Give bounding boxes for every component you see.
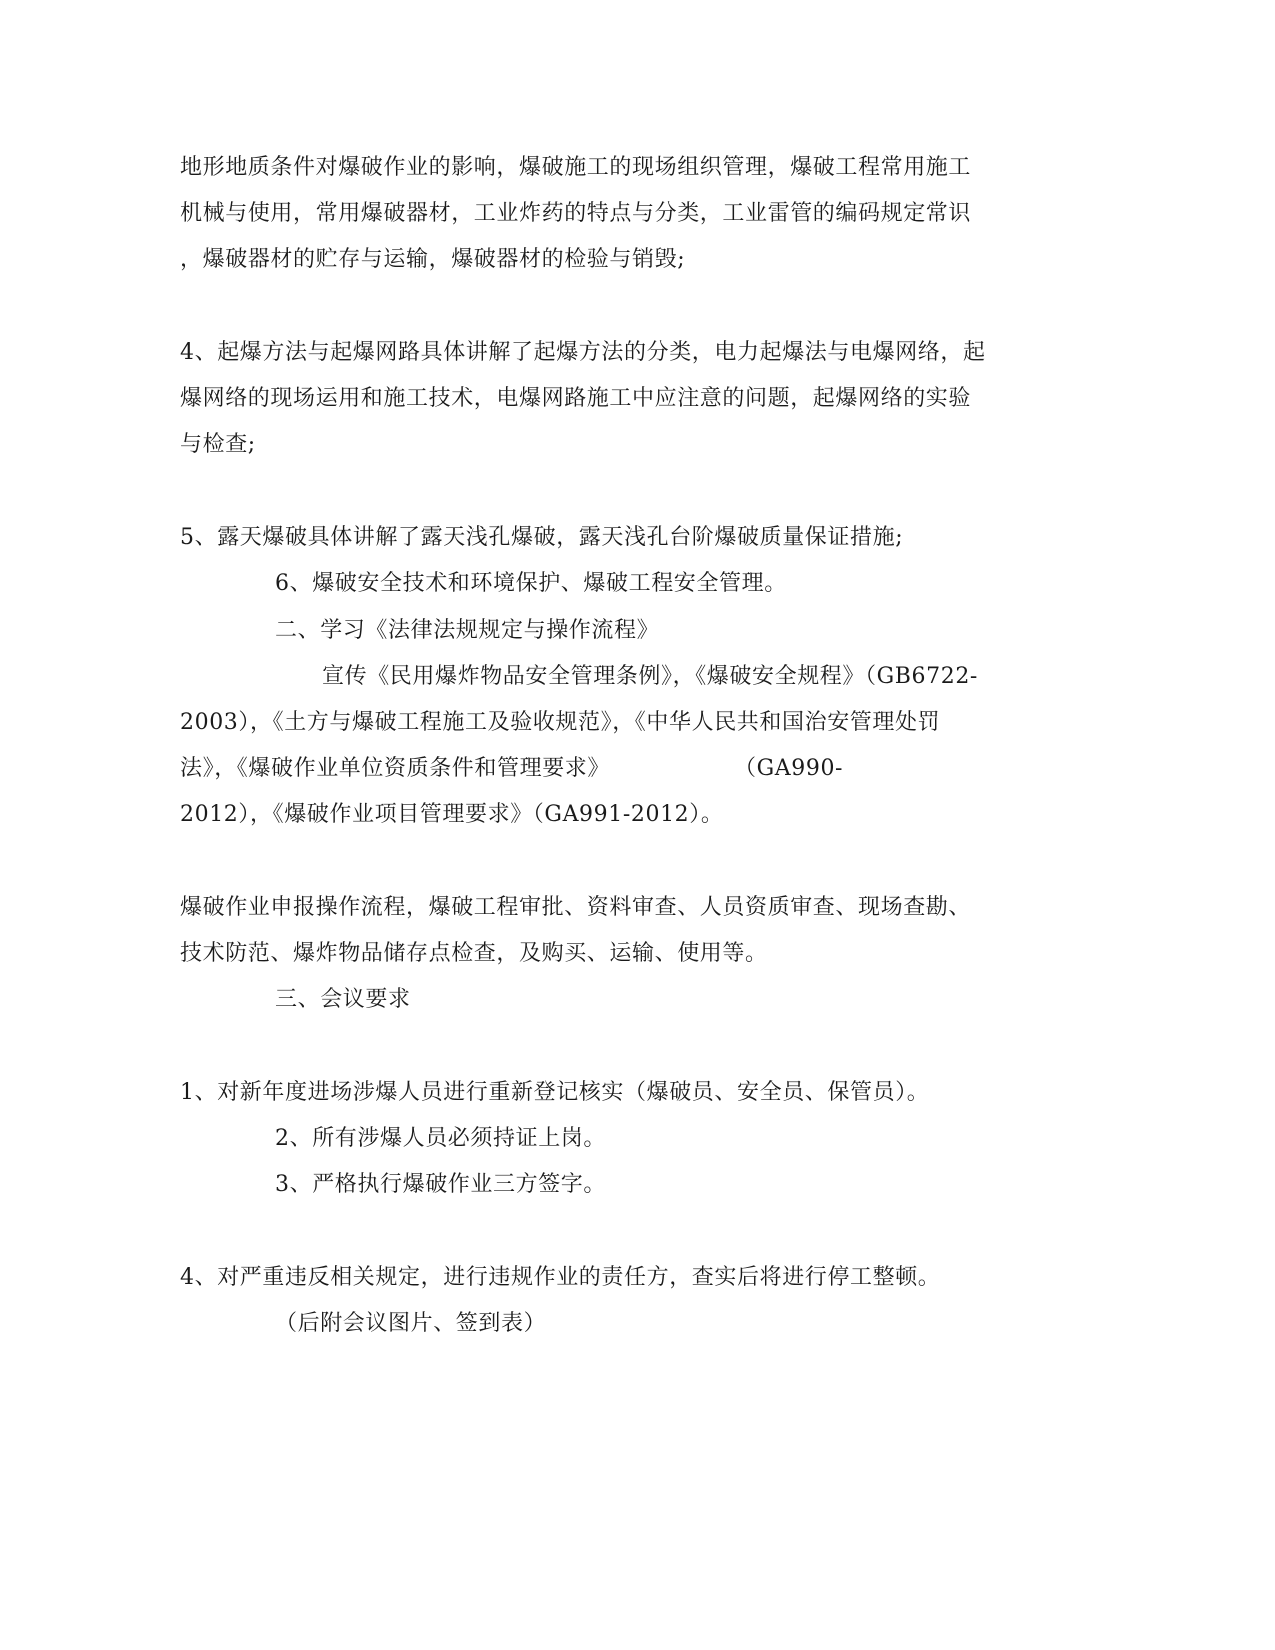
laws-line: 宣传《民用爆炸物品安全管理条例》，《爆破安全规程》（GB6722- xyxy=(322,664,978,689)
requirement-3: 3、严格执行爆破作业三方签字。 xyxy=(275,1172,606,1197)
paragraph-line: 地形地质条件对爆破作业的影响，爆破施工的现场组织管理，爆破工程常用施工 xyxy=(180,155,972,180)
laws-line: 2012），《爆破作业项目管理要求》（GA991-2012）。 xyxy=(180,802,724,827)
item-4-line: 4、起爆方法与起爆网路具体讲解了起爆方法的分类，电力起爆法与电爆网络，起 xyxy=(180,340,986,365)
item-4-line: 爆网络的现场运用和施工技术，电爆网路施工中应注意的问题，起爆网络的实验 xyxy=(180,386,972,411)
requirement-4: 4、对严重违反相关规定，进行违规作业的责任方，查实后将进行停工整顿。 xyxy=(180,1265,941,1290)
item-5: 5、露天爆破具体讲解了露天浅孔爆破，露天浅孔台阶爆破质量保证措施; xyxy=(180,525,904,550)
laws-line: 法》，《爆破作业单位资质条件和管理要求》 xyxy=(180,756,611,781)
paragraph-line: 机械与使用，常用爆破器材，工业炸药的特点与分类，工业雷管的编码规定常识 xyxy=(180,201,972,226)
section-heading-2: 二、学习《法律法规规定与操作流程》 xyxy=(275,618,660,643)
laws-line: （GA990- xyxy=(734,756,844,781)
section-heading-3: 三、会议要求 xyxy=(275,987,411,1012)
item-4-line: 与检查; xyxy=(180,432,256,457)
laws-line: 2003），《土方与爆破工程施工及验收规范》，《中华人民共和国治安管理处罚 xyxy=(180,710,941,735)
requirement-2: 2、所有涉爆人员必须持证上岗。 xyxy=(275,1126,606,1151)
requirement-1: 1、对新年度进场涉爆人员进行重新登记核实（爆破员、安全员、保管员）。 xyxy=(180,1080,930,1105)
attachment-note: （后附会议图片、签到表） xyxy=(275,1311,547,1336)
procedure-line: 爆破作业申报操作流程，爆破工程审批、资料审查、人员资质审查、现场查勘、 xyxy=(180,895,972,920)
procedure-line: 技术防范、爆炸物品储存点检查，及购买、运输、使用等。 xyxy=(180,941,768,966)
paragraph-line: ，爆破器材的贮存与运输，爆破器材的检验与销毁; xyxy=(180,247,686,272)
item-6: 6、爆破安全技术和环境保护、爆破工程安全管理。 xyxy=(275,571,787,596)
